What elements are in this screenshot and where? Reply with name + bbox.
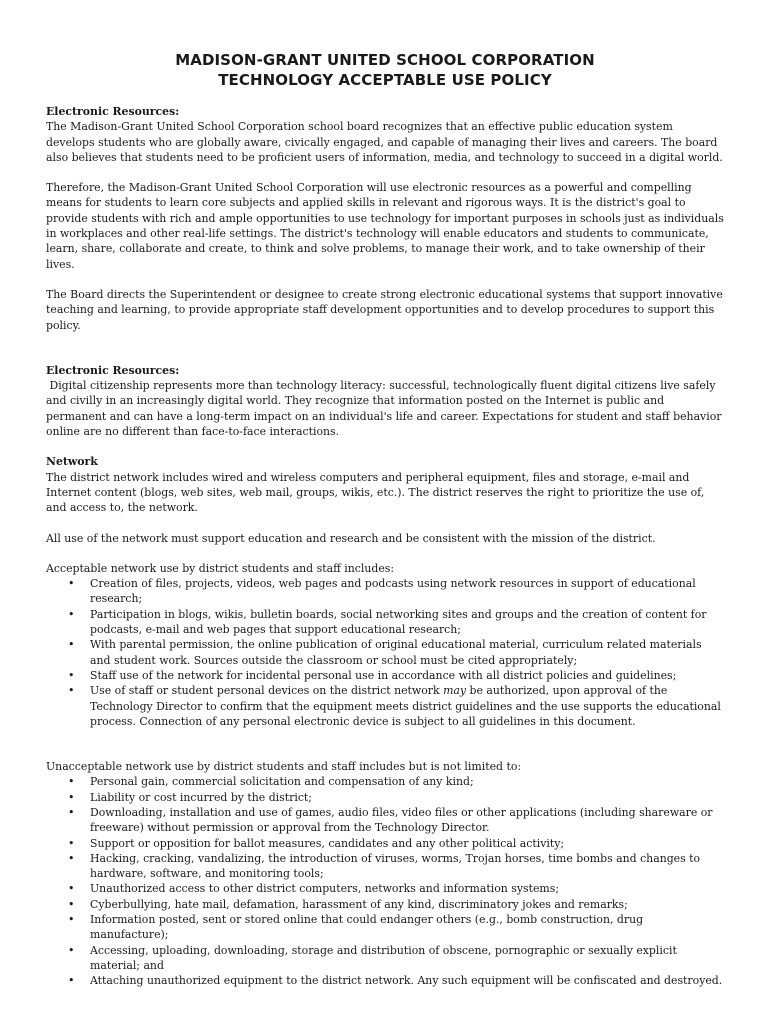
list-item: • Unauthorized access to other district computers, networks and information systems; [46,881,724,896]
paragraph: The district network includes wired and wireless computers and peripheral equipment, files and storage, e-mail and Internet content (blogs, web sites, web mail, groups, wikis, etc.). The district reserves the right to prioritize the use of, and access to, the network. [46,470,705,515]
paragraph: The Board directs the Superintendent or designee to create strong electronic educational systems that support innovative teaching and learning, to provide appropriate staff development opportunities and to develop procedures to support this policy. [46,287,723,332]
section-heading-electronic-resources-2: Electronic Resources: [46,363,180,377]
list-item: • Creation of files, projects, videos, web pages and podcasts using network resources in support of educational research; [46,576,724,607]
paragraph: Therefore, the Madison-Grant United School Corporation will use electronic resources as a powerful and compelling means for students to learn core subjects and applied skills in relevant and rigorous ways. It is the district's goal to provide students with rich and ample opportunities to use technology for important purposes in schools just as individuals in workplaces and other real-life settings. The district's technology will enable educators and students to communicate, learn, share, collaborate and create, to think and solve problems, to manage their work, and to take ownership of their lives. [46,181,724,271]
list-item: • Cyberbullying, hate mail, defamation, harassment of any kind, discriminatory jokes and remarks; [46,897,724,912]
title-line-2: TECHNOLOGY ACCEPTABLE USE POLICY [218,71,552,89]
list-item: • Accessing, uploading, downloading, storage and distribution of obscene, pornographic or sexually explicit material; and [46,943,724,974]
section-heading-electronic-resources: Electronic Resources: [46,105,180,118]
list-item: • Personal gain, commercial solicitation and compensation of any kind; [46,774,724,789]
acceptable-use-intro: Acceptable network use by district students and staff includes: [46,561,395,575]
section-heading-network: Network [46,455,98,469]
emphasis-may: may [443,684,467,698]
list-item: • Support or opposition for ballot measures, candidates and any other political activity; [46,836,724,851]
title-line-1: MADISON-GRANT UNITED SCHOOL CORPORATION [175,51,595,69]
paragraph: Digital citizenship represents more than technology literacy: successful, technologically fluent digital citizens live safely and civilly in an increasingly digital world. They recognize that information posted on the Internet is public and permanent and can have a long-term impact on an individual's life and career. Expectations for student and staff behavior online are no different than face-to-face interactions. [46,379,725,439]
list-item-text: be authorized, upon approval of the Technology Director to confirm that the equipment meets district guidelines and the use supports the educational process. Connection of any personal electronic device is subject to all guidelines in this document. [90,684,721,728]
acceptable-use-list [46,576,724,729]
paragraph: The Madison-Grant United School Corporation school board recognizes that an effective public education system develops students who are globally aware, civically engaged, and capable of managing their lives and careers. The board also believes that students need to be proficient users of information, media, and technology to succeed in a digital world. [46,120,723,164]
list-item: • Participation in blogs, wikis, bulletin boards, social networking sites and groups and the creation of content for podcasts, e-mail and web pages that support educational research; [46,607,724,638]
list-item: • Attaching unauthorized equipment to the district network. Any such equipment will be confiscated and destroyed. [46,973,724,988]
paragraph: All use of the network must support education and research and be consistent with the mission of the district. [46,531,656,545]
list-item: • Staff use of the network for incidental personal use in accordance with all district policies and guidelines; [46,668,724,683]
unacceptable-use-intro: Unacceptable network use by district students and staff includes but is not limited to: [46,760,522,774]
list-item: • With parental permission, the online publication of original educational material, curriculum related materials and student work. Sources outside the classroom or school must be cited appropriately; [46,637,724,668]
document-body [46,104,724,989]
list-item: • Hacking, cracking, vandalizing, the introduction of viruses, worms, Trojan horses, time bombs and changes to hardware, software, and monitoring tools; [46,851,724,882]
list-item: • Information posted, sent or stored online that could endanger others (e.g., bomb construction, drug manufacture); [46,912,724,943]
list-item [46,683,724,729]
unacceptable-use-list [46,774,724,988]
list-item: • Liability or cost incurred by the district; [46,790,724,805]
list-item-text: Use of staff or student personal devices on the district network [90,684,444,698]
document-title [46,50,724,90]
list-item: • Downloading, installation and use of games, audio files, video files or other applications (including shareware or freeware) without permission or approval from the Technology Director. [46,805,724,836]
